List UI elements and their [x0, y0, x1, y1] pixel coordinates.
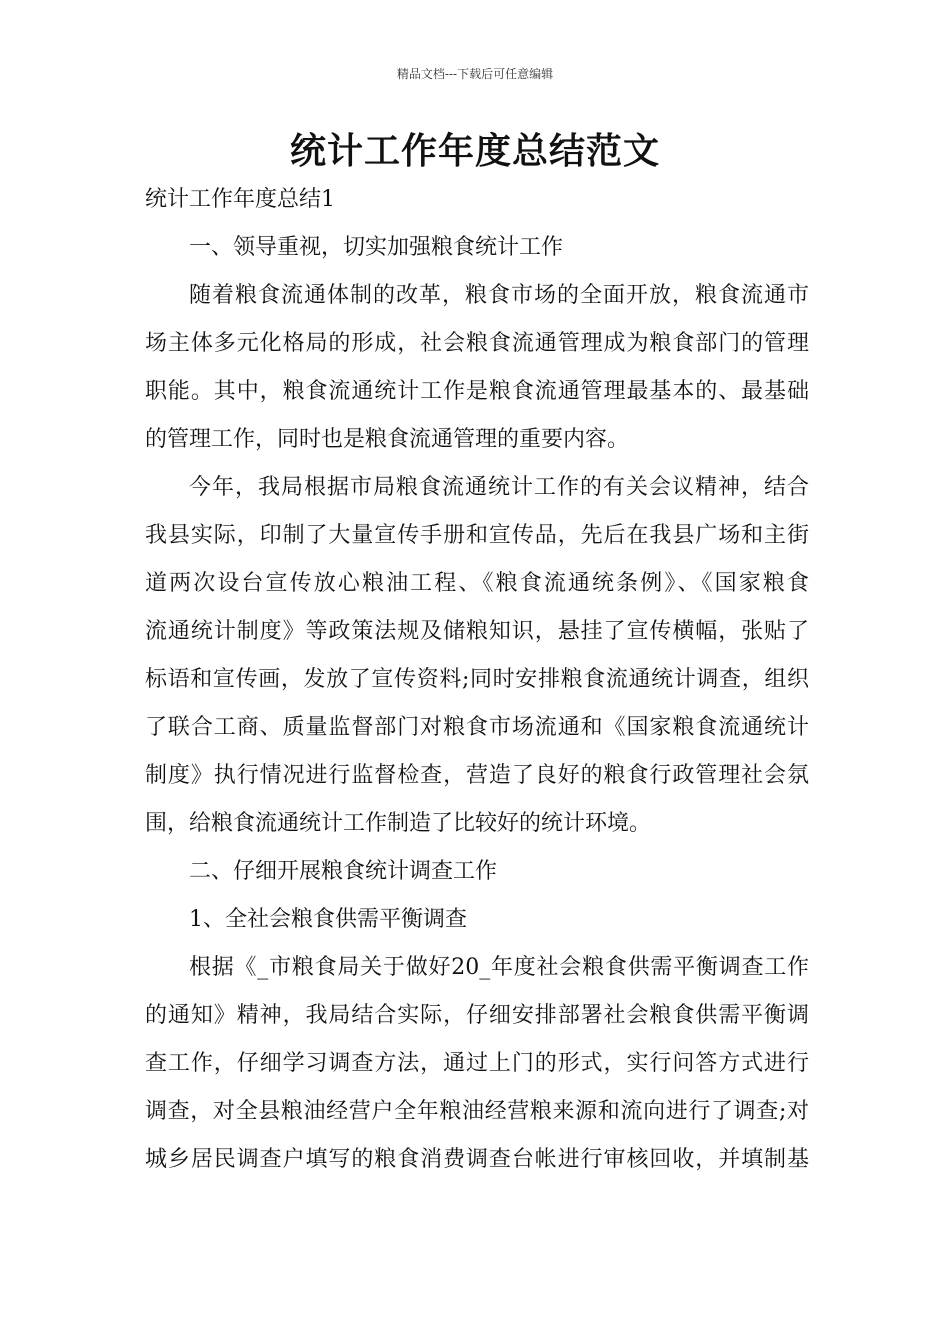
paragraph-line: 职能。其中，粮食流通统计工作是粮食流通管理最基本的、最基础 [145, 379, 809, 404]
paragraph-line: 标语和宣传画，发放了宣传资料;同时安排粮食流通统计调查，组织 [145, 667, 809, 692]
paragraph-line: 查工作，仔细学习调查方法，通过上门的形式，实行问答方式进行 [145, 1051, 809, 1076]
document-body [145, 184, 809, 1192]
document-title: 统计工作年度总结范文 [289, 131, 660, 172]
paragraph-line: 制度》执行情况进行监督检查，营造了良好的粮食行政管理社会氛 [145, 763, 809, 788]
paragraph-line: 根据《_市粮食局关于做好20_年度社会粮食供需平衡调查工作 [189, 955, 809, 980]
paragraph-line: 流通统计制度》等政策法规及储粮知识，悬挂了宣传横幅，张贴了 [145, 619, 809, 644]
paragraph-line: 场主体多元化格局的形成，社会粮食流通管理成为粮食部门的管理 [145, 331, 809, 356]
subheading: 二、仔细开展粮食统计调查工作 [189, 859, 498, 884]
paragraph-line: 城乡居民调查户填写的粮食消费调查台帐进行审核回收，并填制基 [145, 1147, 809, 1172]
paragraph-line: 今年，我局根据市局粮食流通统计工作的有关会议精神，结合 [189, 475, 809, 500]
subheading: 1、全社会粮食供需平衡调查 [189, 907, 467, 932]
paragraph-line: 我县实际，印制了大量宣传手册和宣传品，先后在我县广场和主街 [145, 523, 809, 548]
paragraph-line: 的管理工作，同时也是粮食流通管理的重要内容。 [145, 427, 630, 452]
paragraph-line: 调查，对全县粮油经营户全年粮油经营粮来源和流向进行了调查;对 [145, 1099, 809, 1124]
paragraph-line: 随着粮食流通体制的改革，粮食市场的全面开放，粮食流通市 [189, 283, 809, 308]
page-header: 精品文档---下载后可任意编辑 [396, 67, 554, 81]
paragraph-line: 道两次设台宣传放心粮油工程、《粮食流通统条例》、《国家粮食 [145, 571, 809, 596]
section-heading: 统计工作年度总结1 [145, 187, 335, 212]
paragraph-line: 围，给粮食流通统计工作制造了比较好的统计环境。 [145, 811, 652, 836]
paragraph-line: 的通知》精神，我局结合实际，仔细安排部署社会粮食供需平衡调 [145, 1003, 809, 1028]
paragraph-line: 了联合工商、质量监督部门对粮食市场流通和《国家粮食流通统计 [145, 715, 809, 740]
subheading: 一、领导重视，切实加强粮食统计工作 [189, 235, 564, 260]
